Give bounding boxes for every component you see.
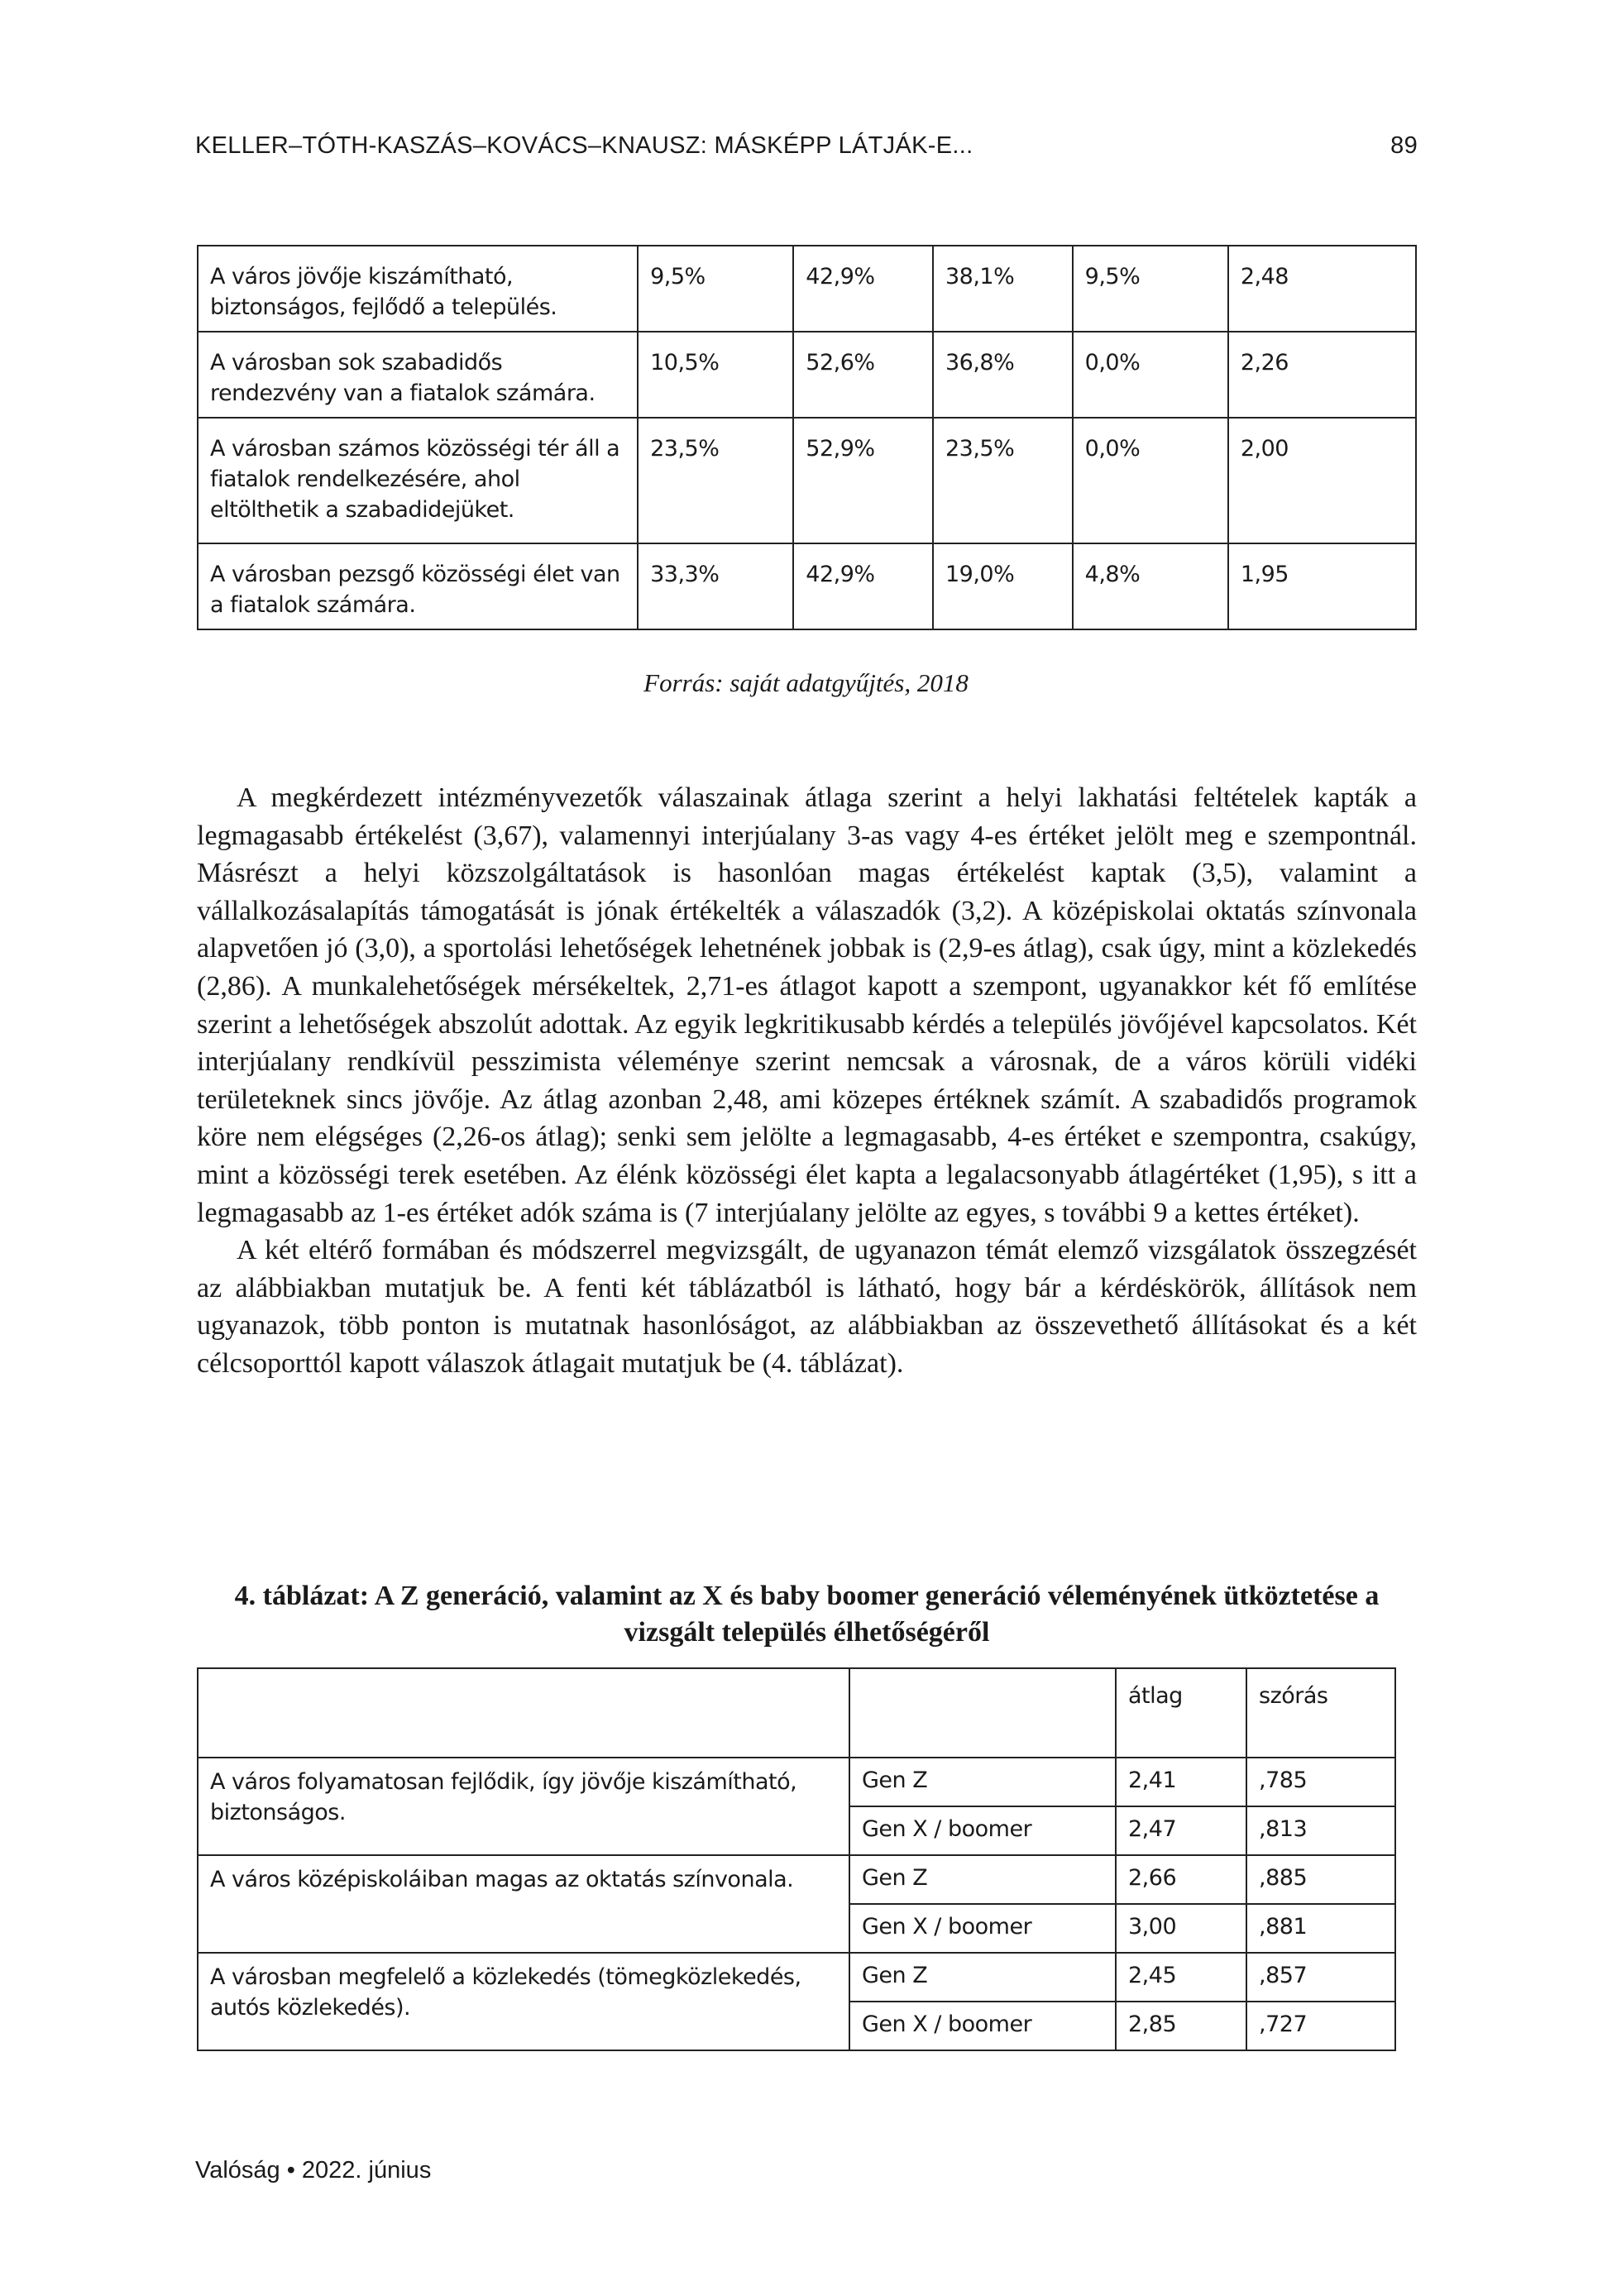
header-empty-cell (849, 1668, 1116, 1758)
mean-cell: 2,48 (1228, 246, 1416, 332)
value-cell: 9,5% (638, 246, 793, 332)
sd-cell: ,785 (1246, 1758, 1395, 1806)
sd-cell: ,813 (1246, 1806, 1395, 1855)
table-row (198, 1855, 1395, 1904)
statement-cell: A város jövője kiszámítható, biztonságos, fejlődő a település. (198, 246, 638, 332)
value-cell: 52,6% (793, 332, 933, 418)
paragraph: A megkérdezett intézményvezetők válaszainak átlaga szerint a helyi lakhatási feltételek kapták a legmagasabb értékelést (3,67), valamennyi interjúalany 3-as vagy 4-es értéket jelölt meg e szempontnál. Másrészt a helyi közszolgáltatások is hasonlóan magas értékelést kaptak (3,5), valamint a vállalkozásalapítás támogatását is jónak értékelték a válaszadók (3,2). A középiskolai oktatás színvonala alapvetően jó (3,0), a sportolási lehetőségek lehetnének jobbak is (2,9-es átlag), csak úgy, mint a közlekedés (2,86). A munkalehetőségek mérsékeltek, 2,71-es átlagot kapott a szempont, ugyanakkor két fő említése szerint a lehetőségek abszolút adottak. Az egyik legkritikusabb kérdés a település jövőjével kapcsolatos. Két interjúalany rendkívül pesszimista véleménye szerint nemcsak a városnak, de a város körüli vidéki területeknek sincs jövője. Az átlag azonban 2,48, ami közepes értéknek számít. A szabadidős programok köre nem elégséges (2,26-os átlag); senki sem jelölte a legmagasabb, 4-es értéket e szempontra, csakúgy, mint a közösségi terek esetében. Az élénk közösségi élet kapta a legalacsonyabb átlagértéket (1,95), s itt a legmagasabb az 1-es értéket adók száma is (7 interjúalany jelölte az egyes, s további 9 a kettes értéket). (197, 782, 1417, 1228)
value-cell: 42,9% (793, 246, 933, 332)
mean-cell: 2,41 (1116, 1758, 1246, 1806)
value-cell: 36,8% (933, 332, 1073, 418)
mean-cell: 2,26 (1228, 332, 1416, 418)
value-cell: 23,5% (933, 418, 1073, 543)
mean-cell: 1,95 (1228, 543, 1416, 629)
value-cell: 4,8% (1073, 543, 1228, 629)
statement-cell: A város folyamatosan fejlődik, így jövője kiszámítható, biztonságos. (198, 1758, 849, 1855)
value-cell: 0,0% (1073, 332, 1228, 418)
statement-cell: A városban pezsgő közösségi élet van a fiatalok számára. (198, 543, 638, 629)
sd-cell: ,885 (1246, 1855, 1395, 1904)
value-cell: 0,0% (1073, 418, 1228, 543)
table-row (198, 246, 1416, 332)
table-4-caption: 4. táblázat: A Z generáció, valamint az X és baby boomer generáció véleményének ütköztetése a vizsgált település élhetőségéről (234, 1581, 1380, 1648)
value-cell: 10,5% (638, 332, 793, 418)
value-cell: 23,5% (638, 418, 793, 543)
table-row (198, 332, 1416, 418)
sd-cell: ,727 (1246, 2002, 1395, 2050)
value-cell: 33,3% (638, 543, 793, 629)
group-cell: Gen Z (849, 1855, 1116, 1904)
table-4 (197, 1667, 1396, 2051)
header-empty-cell (198, 1668, 849, 1758)
statement-cell: A város középiskoláiban magas az oktatás színvonala. (198, 1855, 849, 1953)
group-cell: Gen X / boomer (849, 2002, 1116, 2050)
mean-cell: 2,66 (1116, 1855, 1246, 1904)
table-header-row (198, 1668, 1395, 1758)
sd-cell: ,881 (1246, 1904, 1395, 1953)
mean-cell: 2,00 (1228, 418, 1416, 543)
value-cell: 38,1% (933, 246, 1073, 332)
page-footer: Valóság • 2022. június (195, 2157, 432, 2184)
group-cell: Gen X / boomer (849, 1904, 1116, 1953)
value-cell: 52,9% (793, 418, 933, 543)
statement-cell: A városban sok szabadidős rendezvény van a fiatalok számára. (198, 332, 638, 418)
table-3-continuation (197, 245, 1417, 630)
table-row (198, 543, 1416, 629)
mean-cell: 2,85 (1116, 2002, 1246, 2050)
body-text (197, 779, 1417, 1383)
page-number: 89 (1390, 132, 1418, 159)
table-row (198, 418, 1416, 543)
mean-cell: 2,45 (1116, 1953, 1246, 2002)
value-cell: 42,9% (793, 543, 933, 629)
header-mean: átlag (1116, 1668, 1246, 1758)
table-row (198, 1758, 1395, 1806)
group-cell: Gen Z (849, 1953, 1116, 2002)
paragraph: A két eltérő formában és módszerrel megvizsgált, de ugyanazon témát elemző vizsgálatok összegzését az alábbiakban mutatjuk be. A fenti két táblázatból is látható, hogy bár a kérdéskörök, állítások nem ugyanazok, több ponton is mutatnak hasonlóságot, az alábbiakban az összevethető állításokat és a két célcsoporttól kapott válaszok átlagait mutatjuk be (4. táblázat). (197, 1235, 1417, 1379)
running-head (195, 132, 1418, 165)
header-sd: szórás (1246, 1668, 1395, 1758)
mean-cell: 2,47 (1116, 1806, 1246, 1855)
group-cell: Gen Z (849, 1758, 1116, 1806)
value-cell: 19,0% (933, 543, 1073, 629)
group-cell: Gen X / boomer (849, 1806, 1116, 1855)
value-cell: 9,5% (1073, 246, 1228, 332)
table-source-note: Forrás: saját adatgyűjtés, 2018 (643, 668, 969, 697)
sd-cell: ,857 (1246, 1953, 1395, 2002)
table-row (198, 1953, 1395, 2002)
mean-cell: 3,00 (1116, 1904, 1246, 1953)
statement-cell: A városban megfelelő a közlekedés (tömegközlekedés, autós közlekedés). (198, 1953, 849, 2050)
running-head-title: KELLER–TÓTH-KASZÁS–KOVÁCS–KNAUSZ: MÁSKÉPP LÁTJÁK-E... (195, 132, 973, 159)
statement-cell: A városban számos közösségi tér áll a fiatalok rendelkezésére, ahol eltölthetik a szabadidejüket. (198, 418, 638, 543)
